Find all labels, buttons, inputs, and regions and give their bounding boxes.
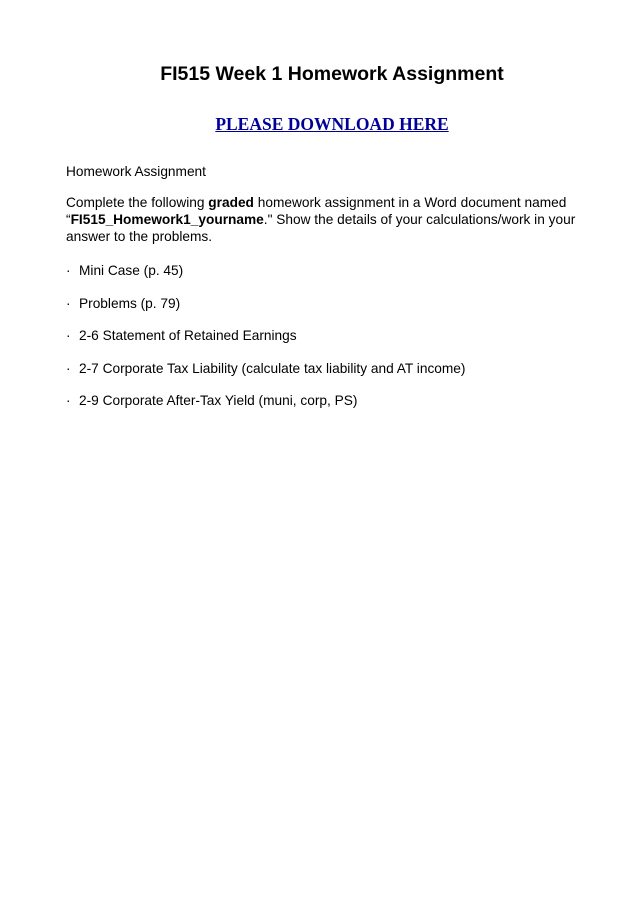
list-item bbox=[66, 392, 465, 409]
intro-paragraph bbox=[66, 194, 586, 245]
bullet-icon: · bbox=[66, 360, 71, 376]
list-item-text: 2-9 Corporate After-Tax Yield (muni, corp, PS) bbox=[79, 393, 358, 408]
intro-text-3: ." Show the details of your calculations/work in your answer to the problems. bbox=[66, 212, 576, 244]
download-link[interactable]: PLEASE DOWNLOAD HERE bbox=[215, 114, 449, 134]
section-heading: Homework Assignment bbox=[66, 164, 206, 179]
list-item bbox=[66, 360, 465, 377]
bullet-icon: · bbox=[66, 295, 71, 311]
intro-bold-filename: FI515_Homework1_yourname bbox=[70, 212, 264, 227]
list-item bbox=[66, 262, 465, 279]
bullet-icon: · bbox=[66, 328, 71, 343]
document-title: FI515 Week 1 Homework Assignment bbox=[160, 63, 504, 85]
list-item bbox=[66, 327, 465, 344]
assignment-list bbox=[66, 262, 465, 425]
list-item-text: 2-6 Statement of Retained Earnings bbox=[79, 328, 297, 343]
list-item-text: 2-7 Corporate Tax Liability (calculate tax liability and AT income) bbox=[79, 360, 466, 376]
intro-text-2: homework assignment in a Word document named “ bbox=[66, 195, 567, 227]
list-item-text: Mini Case (p. 45) bbox=[79, 263, 184, 278]
bullet-icon: · bbox=[66, 263, 71, 278]
list-item-text: Problems (p. 79) bbox=[79, 295, 181, 311]
intro-text-1: Complete the following bbox=[66, 195, 209, 210]
bullet-icon: · bbox=[66, 393, 71, 408]
intro-bold-graded: graded bbox=[208, 195, 254, 210]
list-item bbox=[66, 295, 465, 312]
